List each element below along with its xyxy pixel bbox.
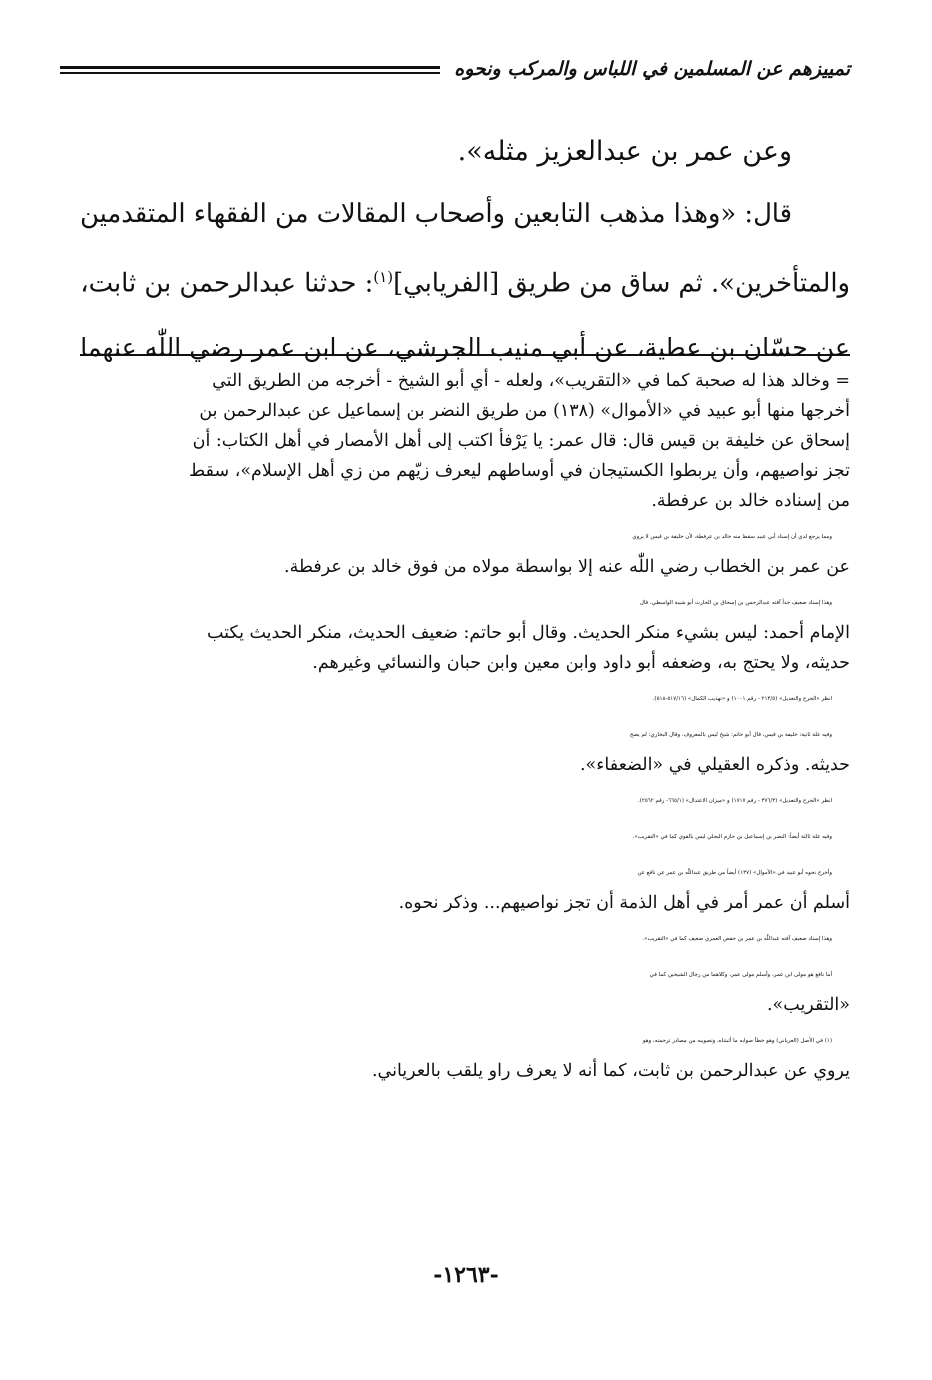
header-rule-top [60, 66, 440, 69]
footnote-line: انظر «الجرح والتعديل» (٣٧٦/٣ - رقم ١٧١٧) و «ميزان الاعتدال» (٦٦٥/١- رقم ٢٥٦٢). [637, 798, 832, 804]
footnote-line: وهذا إسناد ضعيف آفته عبداللّٰه بن عمر بن حفص العمري ضعيف كما في «التقريب». [642, 936, 832, 942]
main-line-3b: : حدثنا عبدالرحمن بن ثابت، [80, 268, 374, 299]
footnote-paragraph [80, 960, 850, 1020]
footnote-line: أخرجها منها أبو عبيد في «الأموال» (١٣٨) من طريق النضر بن إسماعيل عن عبدالرحمن بن [199, 401, 850, 421]
footnote-line: عن عمر بن الخطاب رضي اللّٰه عنه إلا بواسطة مولاه من فوق خالد بن عرفطة. [284, 557, 850, 577]
footnote-line: ومما يرجع لدي أن إسناد أبي عبيد سقط منه خالد بن عرفطة، لأن خليفة بن قيس لا يروي [632, 534, 832, 540]
page-number: -١٢٦٣- [433, 1262, 499, 1288]
footnote-line: وأخرج نحوه أبو عبيد في «الأموال» (١٣٧) أيضاً من طريق عبداللّٰه بن عمر عن نافع عن [637, 870, 832, 876]
footnote-line: الإمام أحمد: ليس بشيء منكر الحديث. وقال أبو حاتم: ضعيف الحديث، منكر الحديث يكتب [206, 623, 850, 643]
main-line-3 [80, 246, 850, 316]
main-line-2-text: قال: «وهذا مذهب التابعين وأصحاب المقالات من الفقهاء المتقدمين [80, 199, 792, 229]
footnote-line: أسلم أن عمر أمر في أهل الذمة أن تجز نواصيهم... وذكر نحوه. [398, 893, 850, 913]
footnote-line: حديثه، ولا يحتج به، وضعفه أبو داود وابن معين وابن حبان والنسائي وغيرهم. [312, 653, 850, 673]
footnote-line: = وخالد هذا له صحبة كما في «التقريب»، ولعله - أي أبو الشيخ - أخرجه من الطريق التي [212, 371, 850, 391]
main-line-4: عن حسّان بن عطية، عن أبي منيب الجرشي، عن ابن عمر رضي اللّٰه عنهما [80, 332, 850, 362]
footnote-line: (١) في الأصل (العرياني) وهو خطأ صوابه ما أثبتناه، وتصويبه من مصادر ترجمته، وهو [642, 1038, 832, 1044]
main-line-3a: والمتأخرين». ثم ساق من طريق [الفريابي] [393, 268, 850, 299]
footnote-paragraph [80, 1026, 850, 1086]
footnote-line: انظر «الجرح والتعديل» (٢١٣/٥ - رقم ١٠٠١) و «تهذيب الكمال» (٥١٧/١٦-٥١٨). [652, 696, 832, 702]
footnote-paragraph [80, 588, 850, 678]
footnote-line: وهذا إسناد ضعيف جداً آفته عبدالرحمن بن إسحاق بن الحارث أبو شيبة الواسطي، قال [639, 600, 832, 606]
footnotes [80, 366, 850, 1092]
footnote-line: أما نافع هو مولى ابن عمر، وأسلم مولى عمر، وكلاهما من رجال الشيخين كما في [649, 972, 832, 978]
footnote-separator [80, 354, 850, 356]
footnote-line: إسحاق عن خليفة بن قيس قال: قال عمر: يا يَرْفأ اكتب إلى أهل الأمصار في أهل الكتاب: أن [192, 431, 850, 451]
main-paragraph-2 [80, 183, 850, 246]
footnote-ref-1[interactable]: (١) [373, 268, 394, 286]
footnote-line: وفيه علة ثانية: خليفة بن قيس، قال أبو حاتم: شيخ ليس بالمعروف. وقال البخاري: لم يصح [629, 732, 832, 738]
footnote-paragraph [80, 522, 850, 582]
footnote-paragraph [80, 366, 850, 516]
footnote-paragraph [80, 684, 850, 714]
footnote-line: حديثه. وذكره العقيلي في «الضعفاء». [579, 755, 850, 775]
main-line-1 [80, 120, 850, 183]
footnote-line: يروي عن عبدالرحمن بن ثابت، كما أنه لا يعرف راو يلقب بالعرياني. [371, 1061, 850, 1081]
main-text [80, 120, 850, 379]
footnote-paragraph [80, 786, 850, 816]
footnote-paragraph [80, 822, 850, 852]
header-double-rule [60, 66, 440, 77]
running-header [60, 52, 850, 96]
footnote-line: تجز نواصيهم، وأن يربطوا الكستيجان في أوساطهم ليعرف زيّهم من زي أهل الإسلام»، سقط [189, 461, 850, 481]
header-rule-bottom [60, 72, 440, 74]
main-paragraph-2-cont [80, 246, 850, 379]
main-line-1-text: وعن عمر بن عبدالعزيز مثله». [457, 136, 792, 167]
footnote-line: وفيه علة ثالثة أيضاً: النضر بن إسماعيل بن حازم البجلي ليس بالقوي كما في «التقريب». [632, 834, 832, 840]
footnote-paragraph [80, 924, 850, 954]
footnote-paragraph [80, 720, 850, 780]
footnote-line: «التقريب». [766, 995, 850, 1015]
footnote-paragraph [80, 858, 850, 918]
footnote-line: من إسناده خالد بن عرفطة. [651, 491, 850, 511]
running-title: تمييزهم عن المسلمين في اللباس والمركب ونحوه [454, 58, 850, 80]
